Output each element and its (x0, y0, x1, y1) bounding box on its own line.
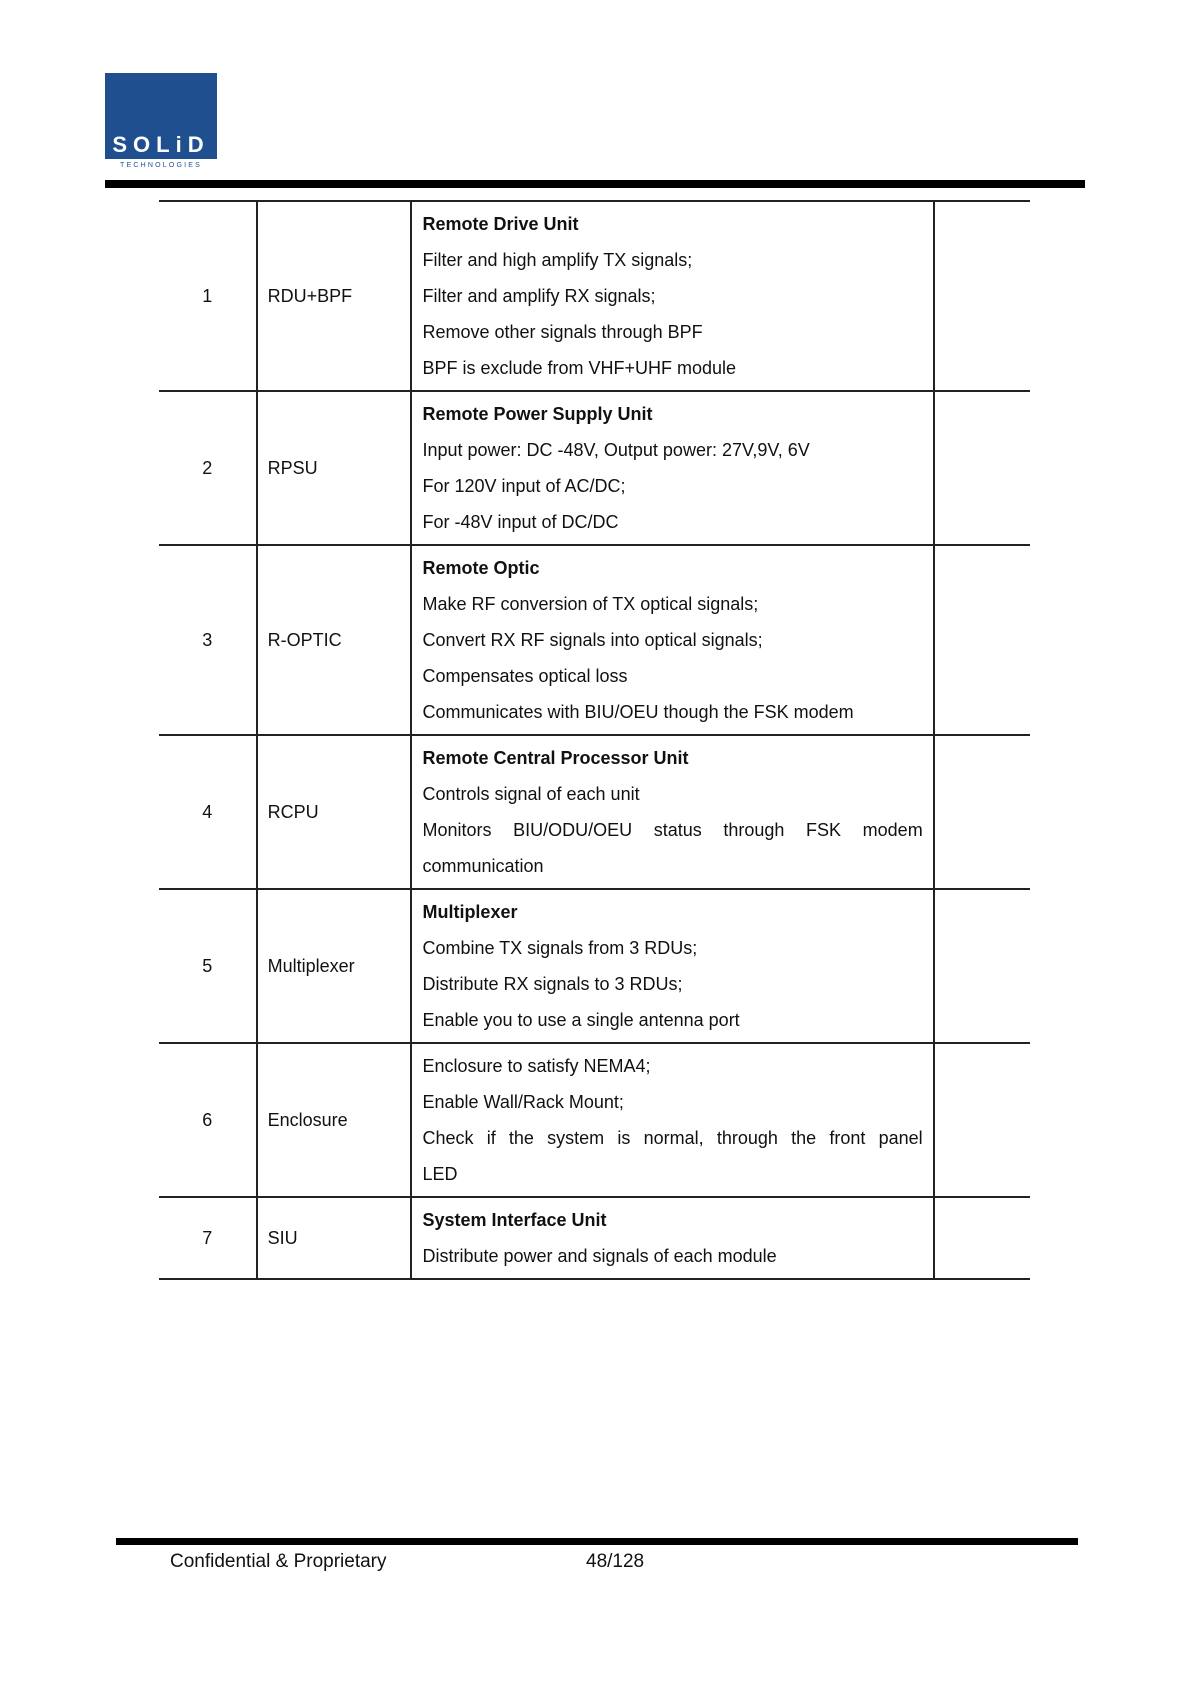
row-number: 2 (159, 391, 257, 545)
remarks-cell (934, 735, 1030, 889)
logo-subtext: TECHNOLOGIES (119, 162, 203, 169)
module-description (411, 391, 933, 545)
description-line: Input power: DC -48V, Output power: 27V,9V, 6V (422, 440, 810, 460)
page-number: 48/128 (586, 1551, 645, 1572)
description-line: Enclosure to satisfy NEMA4; (422, 1056, 651, 1076)
description-line: Remove other signals through BPF (422, 322, 703, 342)
description-line: BPF is exclude from VHF+UHF module (422, 358, 737, 378)
description-line: Check if the system is normal, through the front panel (422, 1128, 923, 1148)
module-description (411, 889, 933, 1043)
description-line: communication (422, 856, 544, 876)
module-description (411, 1043, 933, 1197)
module-name: RCPU (257, 735, 412, 889)
description-line: Controls signal of each unit (422, 784, 640, 804)
description-line: For -48V input of DC/DC (422, 512, 619, 532)
description-line: Communicates with BIU/OEU though the FSK modem (422, 702, 854, 722)
table-row (159, 391, 1030, 545)
description-line: Filter and amplify RX signals; (422, 286, 656, 306)
row-number: 1 (159, 201, 257, 391)
description-line: Monitors BIU/ODU/OEU status through FSK modem (422, 820, 923, 840)
module-description (411, 735, 933, 889)
row-number: 7 (159, 1197, 257, 1279)
description-heading: Remote Optic (422, 558, 540, 578)
row-number: 3 (159, 545, 257, 735)
module-description (411, 1197, 933, 1279)
remarks-cell (934, 391, 1030, 545)
description-line: Filter and high amplify TX signals; (422, 250, 693, 270)
description-heading: System Interface Unit (422, 1210, 607, 1230)
description-heading: Remote Power Supply Unit (422, 404, 653, 424)
remarks-cell (934, 889, 1030, 1043)
description-line: LED (422, 1164, 458, 1184)
header-rule (105, 180, 1085, 188)
module-description (411, 545, 933, 735)
remarks-cell (934, 201, 1030, 391)
table-row (159, 1197, 1030, 1279)
table-row (159, 889, 1030, 1043)
company-logo (105, 73, 217, 171)
module-name: R-OPTIC (257, 545, 412, 735)
description-line: Compensates optical loss (422, 666, 628, 686)
module-spec-table (159, 200, 1030, 1280)
footer-confidential: Confidential & Proprietary (170, 1551, 387, 1572)
remarks-cell (934, 545, 1030, 735)
module-description (411, 201, 933, 391)
description-line: Make RF conversion of TX optical signals; (422, 594, 759, 614)
logo-wordmark: SOLiD (112, 132, 210, 157)
row-number: 4 (159, 735, 257, 889)
module-spec-table-body (159, 201, 1030, 1279)
description-heading: Multiplexer (422, 902, 518, 922)
table-row (159, 735, 1030, 889)
module-name: SIU (257, 1197, 412, 1279)
table-row (159, 545, 1030, 735)
table-row (159, 1043, 1030, 1197)
remarks-cell (934, 1197, 1030, 1279)
module-name: RPSU (257, 391, 412, 545)
description-line: Enable Wall/Rack Mount; (422, 1092, 624, 1112)
module-name: RDU+BPF (257, 201, 412, 391)
module-name: Enclosure (257, 1043, 412, 1197)
description-line: For 120V input of AC/DC; (422, 476, 626, 496)
description-line: Enable you to use a single antenna port (422, 1010, 740, 1030)
row-number: 5 (159, 889, 257, 1043)
description-line: Distribute power and signals of each module (422, 1246, 777, 1266)
description-line: Distribute RX signals to 3 RDUs; (422, 974, 683, 994)
description-line: Combine TX signals from 3 RDUs; (422, 938, 698, 958)
module-name: Multiplexer (257, 889, 412, 1043)
description-heading: Remote Central Processor Unit (422, 748, 689, 768)
remarks-cell (934, 1043, 1030, 1197)
description-heading: Remote Drive Unit (422, 214, 579, 234)
table-row (159, 201, 1030, 391)
row-number: 6 (159, 1043, 257, 1197)
description-line: Convert RX RF signals into optical signals; (422, 630, 763, 650)
footer-rule (116, 1538, 1078, 1545)
